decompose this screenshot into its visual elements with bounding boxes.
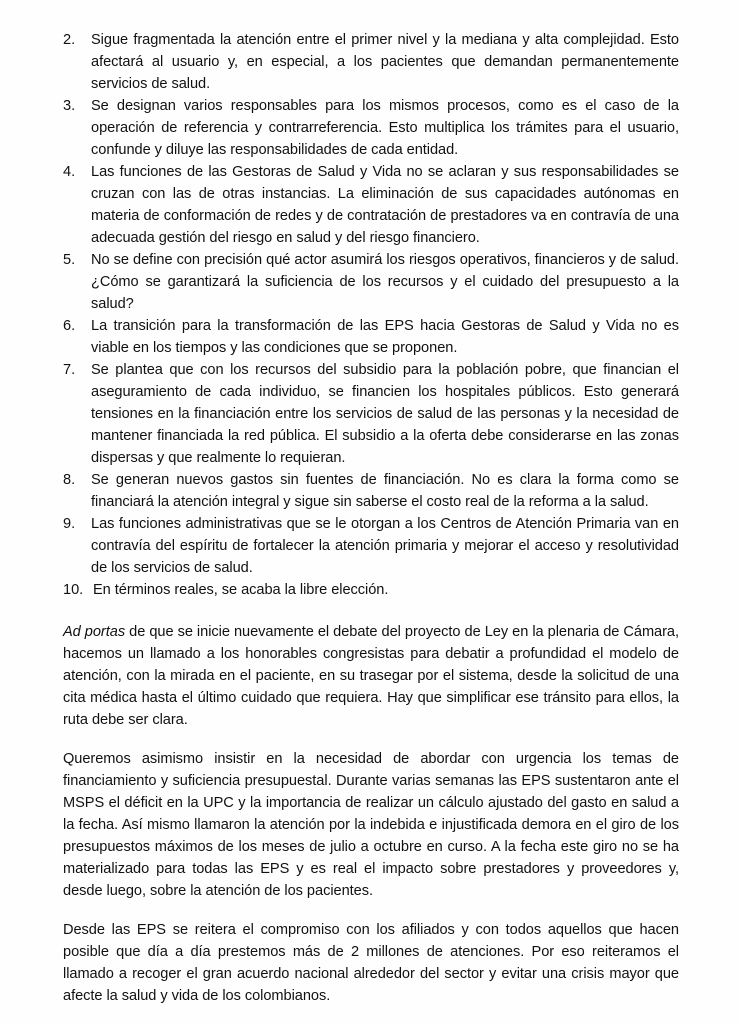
- numbered-list: [63, 29, 679, 601]
- list-item-number: 7.: [63, 362, 76, 378]
- list-item: [63, 359, 679, 469]
- list-item-number: 4.: [63, 164, 76, 180]
- paragraph-block: [63, 621, 679, 1007]
- list-item: [63, 249, 679, 315]
- paragraph-text: de que se inicie nuevamente el debate del proyecto de Ley en la plenaria de Cámara, hacemos un llamado a los honorables congresistas para debatir a profundidad el modelo de atención, con la mirada en el paciente, en su trasegar por el sistema, desde la solicitud de una cita médica hasta el último cuidado que requiera. Hay que simplificar ese tránsito para ellos, la ruta debe ser clara.: [63, 624, 680, 728]
- paragraph-text: Desde las EPS se reitera el compromiso con los afiliados y con todos aquellos que hacen posible que día a día prestemos más de 2 millones de atenciones. Por eso reiteramos el llamado a recoger el gran acuerdo nacional alrededor del sector y evitar una crisis mayor que afecte la salud y vida de los colombianos.: [63, 922, 679, 1004]
- list-item-text: Se designan varios responsables para los mismos procesos, como es el caso de la operación de referencia y contrarreferencia. Esto multiplica los trámites para el usuario, confunde y diluye las responsabilidades de cada entidad.: [91, 98, 679, 158]
- list-item-text: Las funciones de las Gestoras de Salud y Vida no se aclaran y sus responsabilidades se cruzan con las de otras instancias. La eliminación de sus capacidades autónomas en materia de conformación de redes y de contratación de prestadores va en contravía de una adecuada gestión del riesgo en salud y del riesgo financiero.: [91, 164, 679, 246]
- list-item-text: La transición para la transformación de las EPS hacia Gestoras de Salud y Vida no es viable en los tiempos y las condiciones que se proponen.: [91, 318, 679, 356]
- list-item: [63, 95, 679, 161]
- list-item: [63, 469, 679, 513]
- document-content: [63, 29, 679, 1007]
- list-item: [63, 161, 679, 249]
- list-item-number: 10.: [63, 582, 84, 598]
- list-item: [63, 29, 679, 95]
- paragraph-text: Queremos asimismo insistir en la necesidad de abordar con urgencia los temas de financiamiento y suficiencia presupuestal. Durante varias semanas las EPS sustentaron ante el MSPS el déficit en la UPC y la importancia de realizar un cálculo ajustado del gasto en salud a la fecha. Así mismo llamaron la atención por la indebida e injustificada demora en el giro de los presupuestos máximos de los meses de julio a octubre en curso. A la fecha este giro no se ha materializado para todas las EPS y es real el impacto sobre prestadores y proveedores y, desde luego, sobre la atención de los pacientes.: [63, 751, 679, 899]
- list-item-number: 9.: [63, 516, 76, 532]
- body-paragraph: [63, 621, 679, 731]
- list-item-text: Las funciones administrativas que se le otorgan a los Centros de Atención Primaria van en contravía del espíritu de fortalecer la atención primaria y mejorar el acceso y resolutividad de los servicios de salud.: [91, 516, 679, 576]
- list-item-text: En términos reales, se acaba la libre elección.: [93, 582, 389, 598]
- body-paragraph: [63, 748, 679, 902]
- list-item: [63, 579, 679, 601]
- list-item-text: Se generan nuevos gastos sin fuentes de financiación. No es clara la forma como se financiará la atención integral y sigue sin saberse el costo real de la reforma a la salud.: [91, 472, 679, 510]
- paragraph-italic-lead: Ad portas: [63, 624, 126, 640]
- body-paragraph: [63, 919, 679, 1007]
- list-item-text: No se define con precisión qué actor asumirá los riesgos operativos, financieros y de salud. ¿Cómo se garantizará la suficiencia de los recursos y el cuidado del presupuesto a la salud?: [91, 252, 679, 312]
- list-item-number: 6.: [63, 318, 76, 334]
- list-item: [63, 513, 679, 579]
- list-item: [63, 315, 679, 359]
- list-item-number: 8.: [63, 472, 76, 488]
- list-item-text: Sigue fragmentada la atención entre el primer nivel y la mediana y alta complejidad. Esto afectará al usuario y, en especial, a los pacientes que demandan permanentemente servicios de salud.: [91, 32, 679, 92]
- list-item-number: 5.: [63, 252, 76, 268]
- list-item-text: Se plantea que con los recursos del subsidio para la población pobre, que financian el aseguramiento de cada individuo, se financien los hospitales públicos. Esto generará tensiones en la financiación entre los servicios de salud de las personas y la necesidad de mantener financiada la red pública. El subsidio a la oferta debe considerarse en las zonas dispersas y que realmente lo requieran.: [91, 362, 679, 466]
- list-item-number: 2.: [63, 32, 76, 48]
- list-item-number: 3.: [63, 98, 76, 114]
